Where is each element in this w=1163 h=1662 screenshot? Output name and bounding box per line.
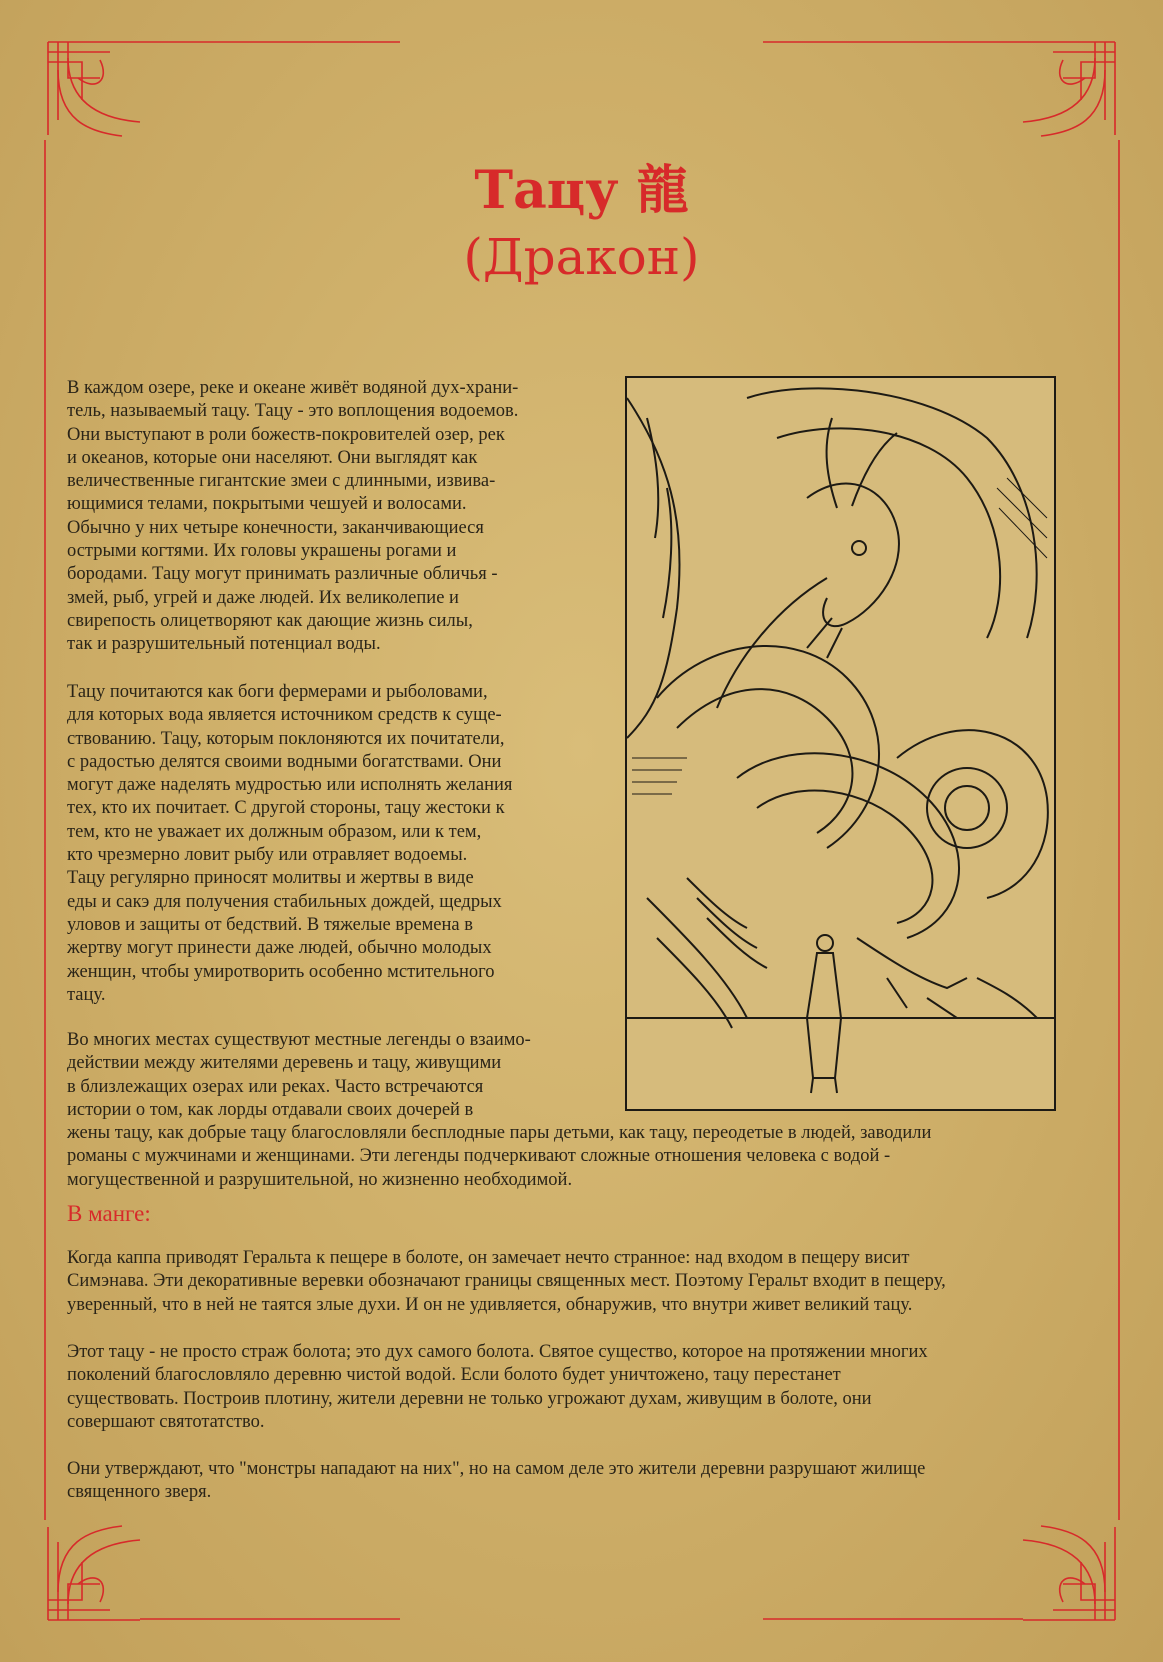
paragraph-intro: В каждом озере, реке и океане живёт водяной дух-храни- тель, называемый тацу. Тацу - это воплощения водоемов. Они выступают в роли божеств-покровителей озер, рек и океанов, которые они населяют. Они выглядят как величественные гигантские змеи с длинными, извива- ющимися телами, покрытыми чешуей и волосами. Обычно у них четыре конечности, заканчивающиеся острыми когтями. Их головы украшены рогами и бородами. Тацу могут принимать различные обличья - змей, рыб, угрей и даже людей. Их великолепие и свирепость олицетворяют как дающие жизнь силы, так и разрушительный потенциал воды.	[67, 378, 519, 655]
dragon-drawing	[627, 378, 1054, 1109]
manga-paragraph-2: Этот тацу - не просто страж болота; это дух самого болота. Святое существо, которое на протяжении многих поколений благословляло деревню чистой водой. Если болото будет уничтожено, тацу перестанет существовать. Построив плотину, жители деревни не только угрожают духам, живущим в болоте, они совершают святотатство.	[67, 1342, 928, 1432]
paragraph-worship: Тацу почитаются как боги фермерами и рыболовами, для которых вода является источником средств к суще- ствованию. Тацу, которым поклоняются их почитатели, с радостью делятся своими водными богатствами. Они могут даже наделять мудростью или исполнять желания тех, кто их почитает. С другой стороны, тацу жестоки к тем, кто не уважает их должным образом, или к тем, кто чрезмерно ловит рыбу или отравляет водоемы. Тацу регулярно приносят молитвы и жертвы в виде еды и сакэ для получения стабильных дождей, щедрых уловов и защиты от бедствий. В тяжелые времена в жертву могут принести даже людей, обычно молодых женщин, чтобы умиротворить особенно мстительного тацу.	[67, 682, 513, 1005]
manga-paragraph-1: Когда каппа приводят Геральта к пещере в болоте, он замечает нечто странное: над входом в пещеру висит Симэнава. Эти декоративные веревки обозначают границы священных мест. Поэтому Геральт входит в пещеру, уверенный, что в ней не таятся злые духи. И он не удивляется, обнаружив, что внутри живет великий тацу.	[67, 1248, 946, 1315]
dragon-illustration	[625, 376, 1056, 1111]
page-subtitle: (Дракон)	[463, 228, 700, 286]
manga-paragraph-3: Они утверждают, что "монстры нападают на них", но на самом деле это жители деревни разрушают жилище священного зверя.	[67, 1459, 926, 1503]
corner-ornament	[48, 42, 140, 136]
manga-heading: В манге:	[67, 1201, 151, 1226]
paragraph-legends: Во многих местах существуют местные легенды о взаимо- действии между жителями деревень и тацу, живущими в близлежащих озерах или реках. Часто встречаются истории о том, как лорды отдавали своих дочерей в жены тацу, как добрые тацу благословляли бесплодные пары детьми, как тацу, переодетые в людей, заводили романы с мужчинами и женщинами. Эти легенды подчеркивают сложные отношения человека с водой - могущественной и разрушительной, но жизненно необходимой.	[67, 1030, 932, 1190]
page-title: Тацу 龍	[474, 160, 689, 221]
